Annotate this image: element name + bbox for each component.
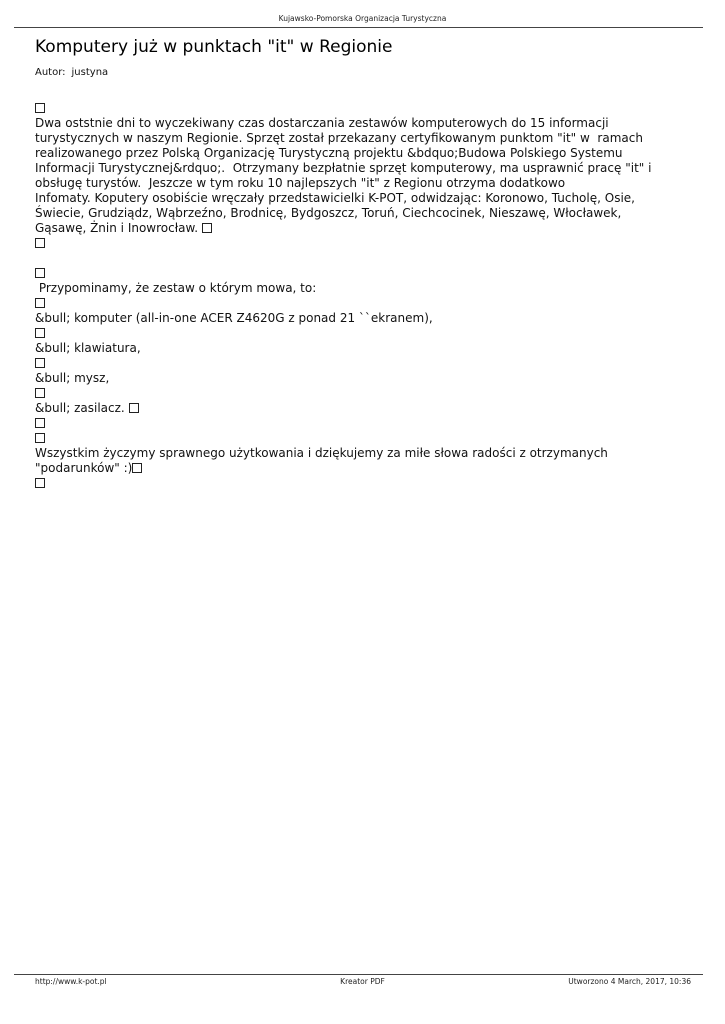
body-line [35,281,685,296]
header-divider [14,27,703,28]
missing-glyph-box-icon [35,478,45,488]
body-line [35,131,685,146]
body-line [35,191,685,206]
body-line-text: Dwa oststnie dni to wyczekiwany czas dostarczania zestawów komputerowych do 15 informacji [35,116,609,130]
body-line-text: Gąsawę, Żnin i Inowrocław. [35,221,202,235]
body-line-text: Świecie, Grudziądz, Wąbrzeźno, Brodnicę, Bydgoszcz, Toruń, Ciechcocinek, Nieszawę, Włocławek, [35,206,622,220]
body-line [35,221,685,236]
body-line [35,431,685,446]
article-body [35,101,685,491]
missing-glyph-box-icon [129,403,139,413]
footer-generator: Kreator PDF [340,977,385,986]
body-line-text: Informacji Turystycznej&rdquo;. Otrzymany bezpłatnie sprzęt komputerowy, ma usprawnić pracę "it" i [35,161,652,175]
body-line-text: realizowanego przez Polską Organizację Turystyczną projektu &bdquo;Budowa Polskiego Systemu [35,146,623,160]
missing-glyph-box-icon [35,433,45,443]
body-line [35,146,685,161]
missing-glyph-box-icon [202,223,212,233]
body-line-text: Infomaty. Koputery osobiście wręczały przedstawicielki K-POT, odwidzając: Koronowo, Tucholę, Osie, [35,191,635,205]
body-line [35,206,685,221]
body-line-text: obsługę turystów. Jeszcze w tym roku 10 najlepszych "it" z Regionu otrzyma dodatkowo [35,176,566,190]
footer-created-date: Utworzono 4 March, 2017, 10:36 [568,977,691,986]
body-line [35,371,685,386]
page-header: Kujawsko-Pomorska Organizacja Turystyczna [278,14,447,23]
missing-glyph-box-icon [35,298,45,308]
body-line [35,386,685,401]
footer-url[interactable]: http://www.k-pot.pl [35,977,107,986]
author-line [35,67,108,79]
body-line [35,296,685,311]
footer-divider [14,974,703,975]
author-label: Autor: [35,67,66,78]
body-line-text: Przypominamy, że zestaw o którym mowa, to: [35,281,317,295]
body-line [35,326,685,341]
body-line [35,341,685,356]
body-line [35,161,685,176]
body-line-text: "podarunków" :) [35,461,133,475]
missing-glyph-box-icon [35,358,45,368]
body-line-text: &bull; zasilacz. [35,401,129,415]
body-line-text: turystycznych w naszym Regionie. Sprzęt został przekazany certyfikowanym punktom "it" w ramach [35,131,643,145]
body-line-text: &bull; komputer (all-in-one ACER Z4620G z ponad 21 ``ekranem), [35,311,433,325]
body-line [35,176,685,191]
missing-glyph-box-icon [132,463,142,473]
body-line [35,311,685,326]
body-line [35,461,685,476]
body-line [35,251,685,266]
body-line [35,236,685,251]
body-line [35,116,685,131]
body-line [35,101,685,116]
body-line [35,446,685,461]
missing-glyph-box-icon [35,268,45,278]
body-line [35,356,685,371]
missing-glyph-box-icon [35,103,45,113]
body-line-text: Wszystkim życzymy sprawnego użytkowania i dziękujemy za miłe słowa radości z otrzymanych [35,446,608,460]
article-title: Komputery już w punktach "it" w Regionie [35,37,393,57]
body-line [35,416,685,431]
missing-glyph-box-icon [35,328,45,338]
missing-glyph-box-icon [35,238,45,248]
author-name: justyna [71,67,109,78]
body-line [35,266,685,281]
missing-glyph-box-icon [35,388,45,398]
body-line [35,476,685,491]
body-line-text: &bull; klawiatura, [35,341,141,355]
body-line-text: &bull; mysz, [35,371,110,385]
missing-glyph-box-icon [35,418,45,428]
body-line [35,401,685,416]
